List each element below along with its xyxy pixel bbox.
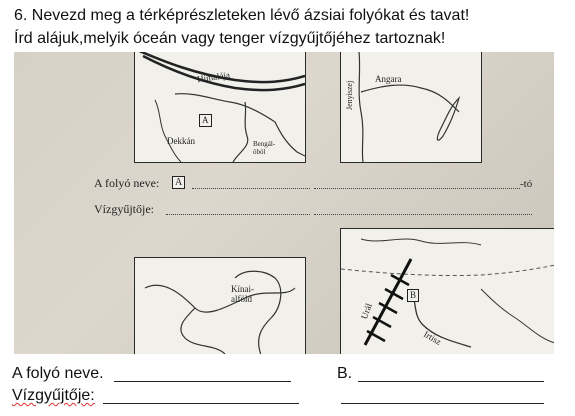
map-label-kinai: Kínai- alföld: [231, 284, 254, 304]
map-label-angara: Angara: [375, 74, 402, 84]
china-map-drawing: [135, 258, 305, 354]
map-angara: [340, 52, 482, 163]
map-label-a-box: A: [199, 114, 212, 127]
map-label-irtisz: Irtisz: [422, 329, 444, 347]
worksheet-photo: [14, 52, 554, 354]
answer-b-line[interactable]: [358, 381, 544, 382]
angara-map-drawing: [341, 52, 481, 162]
map-label-jenyiszej: Jenyiszej: [345, 80, 354, 110]
ural-map-drawing: [341, 229, 554, 354]
map-himalaya: [134, 52, 306, 163]
instruction-line-2: Írd alájuk,melyik óceán vagy tenger vízgyűjtőjéhez tartoznak!: [14, 30, 446, 47]
map-label-bengal: Bengál- öböl: [253, 140, 276, 156]
map-label-ural: Urál: [359, 301, 374, 321]
himalaya-map-drawing: [135, 52, 305, 162]
answer-river-line[interactable]: [114, 381, 291, 382]
form-river-dotted-line-1: [192, 188, 310, 189]
map-label-himalaja: Himalája: [196, 69, 231, 85]
form-basin-dotted-line-2: [314, 214, 532, 215]
answer-basin-line[interactable]: [103, 403, 299, 404]
answer-basin-line-right[interactable]: [341, 403, 544, 404]
answer-b-label: B.: [337, 365, 353, 382]
map-china: [134, 257, 306, 354]
form-river-name-label: A folyó neve:: [94, 176, 160, 190]
instruction-line-1: 6. Nevezd meg a térképrészleteken lévő ázsiai folyókat és tavat!: [14, 7, 470, 24]
form-river-dotted-line-2: [314, 188, 520, 189]
form-river-box-a: A: [172, 176, 185, 189]
form-suffix-to: -tó: [520, 178, 533, 190]
answer-basin-label: Vízgyűjtője:: [12, 387, 95, 404]
map-label-b-box: B: [407, 289, 419, 302]
form-basin-label: Vízgyűjtője:: [94, 202, 154, 216]
answer-river-label: A folyó neve.: [12, 365, 104, 382]
map-ural: [340, 228, 554, 354]
map-label-dekkan: Dekkán: [167, 136, 195, 146]
form-basin-dotted-line-1: [166, 214, 310, 215]
